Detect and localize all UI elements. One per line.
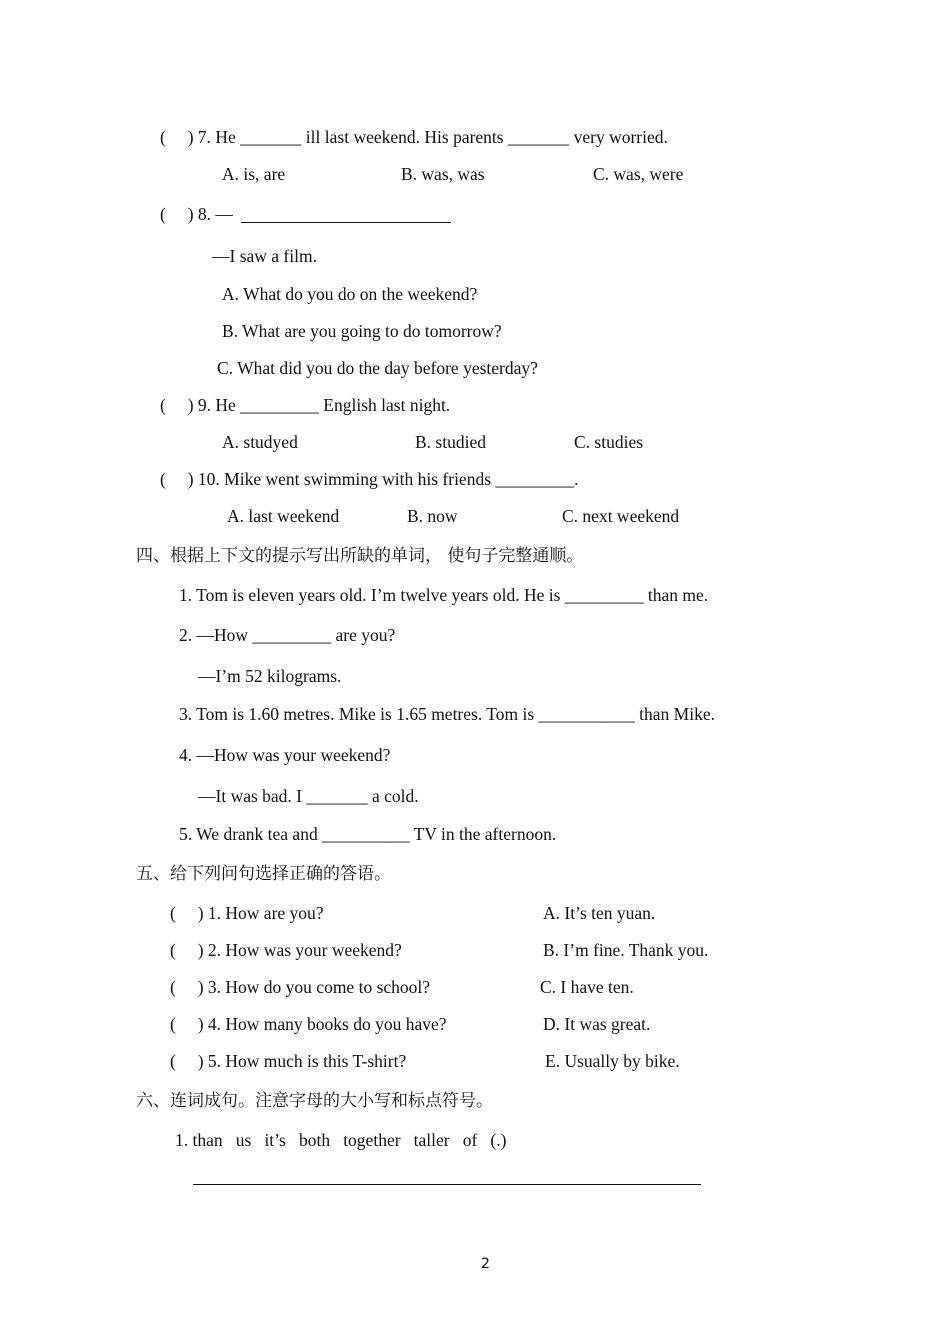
q7-option-a: A. is, are bbox=[222, 164, 286, 184]
q9-option-b: B. studied bbox=[415, 432, 486, 452]
q8-option-c: C. What did you do the day before yesterday? bbox=[217, 358, 538, 378]
section6-heading: 六、连词成句。注意字母的大小写和标点符号。 bbox=[136, 1091, 493, 1111]
section4-item-2-reply: —I’m 52 kilograms. bbox=[198, 666, 342, 686]
q8-reply: —I saw a film. bbox=[212, 246, 317, 266]
section4-item-5: 5. We drank tea and __________ TV in the afternoon. bbox=[179, 824, 557, 844]
section5-answer-a: A. It’s ten yuan. bbox=[543, 903, 656, 923]
q10-stem: ( ) 10. Mike went swimming with his friends _________. bbox=[160, 469, 579, 489]
section5-answer-b: B. I’m fine. Thank you. bbox=[543, 940, 709, 960]
section6-item-1: 1. than us it’s both together taller of (.) bbox=[175, 1130, 507, 1150]
q8-stem: ( ) 8. — bbox=[160, 204, 233, 224]
section5-heading: 五、给下列问句选择正确的答语。 bbox=[136, 864, 391, 884]
section4-item-4: 4. —How was your weekend? bbox=[179, 745, 391, 765]
section4-item-4-reply: —It was bad. I _______ a cold. bbox=[198, 786, 419, 806]
q8-answer-line bbox=[241, 222, 451, 223]
q10-option-c: C. next weekend bbox=[562, 506, 680, 526]
q8-option-a: A. What do you do on the weekend? bbox=[222, 284, 478, 304]
section4-item-2: 2. —How _________ are you? bbox=[179, 625, 396, 645]
section5-answer-c: C. I have ten. bbox=[540, 977, 634, 997]
q10-option-a: A. last weekend bbox=[227, 506, 340, 526]
section5-question-2: ( ) 2. How was your weekend? bbox=[170, 940, 402, 960]
section4-item-1: 1. Tom is eleven years old. I’m twelve years old. He is _________ than me. bbox=[179, 585, 709, 605]
section5-question-4: ( ) 4. How many books do you have? bbox=[170, 1014, 447, 1034]
section4-item-3: 3. Tom is 1.60 metres. Mike is 1.65 metres. Tom is ___________ than Mike. bbox=[179, 704, 715, 724]
page-number: 2 bbox=[481, 1256, 490, 1272]
section5-answer-d: D. It was great. bbox=[543, 1014, 651, 1034]
q10-option-b: B. now bbox=[407, 506, 458, 526]
q7-option-c: C. was, were bbox=[593, 164, 684, 184]
q7-option-b: B. was, was bbox=[401, 164, 485, 184]
section5-answer-e: E. Usually by bike. bbox=[545, 1051, 680, 1071]
section5-question-5: ( ) 5. How much is this T-shirt? bbox=[170, 1051, 407, 1071]
section5-question-3: ( ) 3. How do you come to school? bbox=[170, 977, 431, 997]
q8-option-b: B. What are you going to do tomorrow? bbox=[222, 321, 502, 341]
section6-answer-line bbox=[193, 1184, 701, 1185]
q9-stem: ( ) 9. He _________ English last night. bbox=[160, 395, 451, 415]
q9-option-a: A. studyed bbox=[222, 432, 298, 452]
section5-question-1: ( ) 1. How are you? bbox=[170, 903, 324, 923]
section4-heading: 四、根据上下文的提示写出所缺的单词， 使句子完整通顺。 bbox=[136, 546, 584, 566]
q7-stem: ( ) 7. He _______ ill last weekend. His parents _______ very worried. bbox=[160, 127, 668, 147]
q9-option-c: C. studies bbox=[574, 432, 644, 452]
